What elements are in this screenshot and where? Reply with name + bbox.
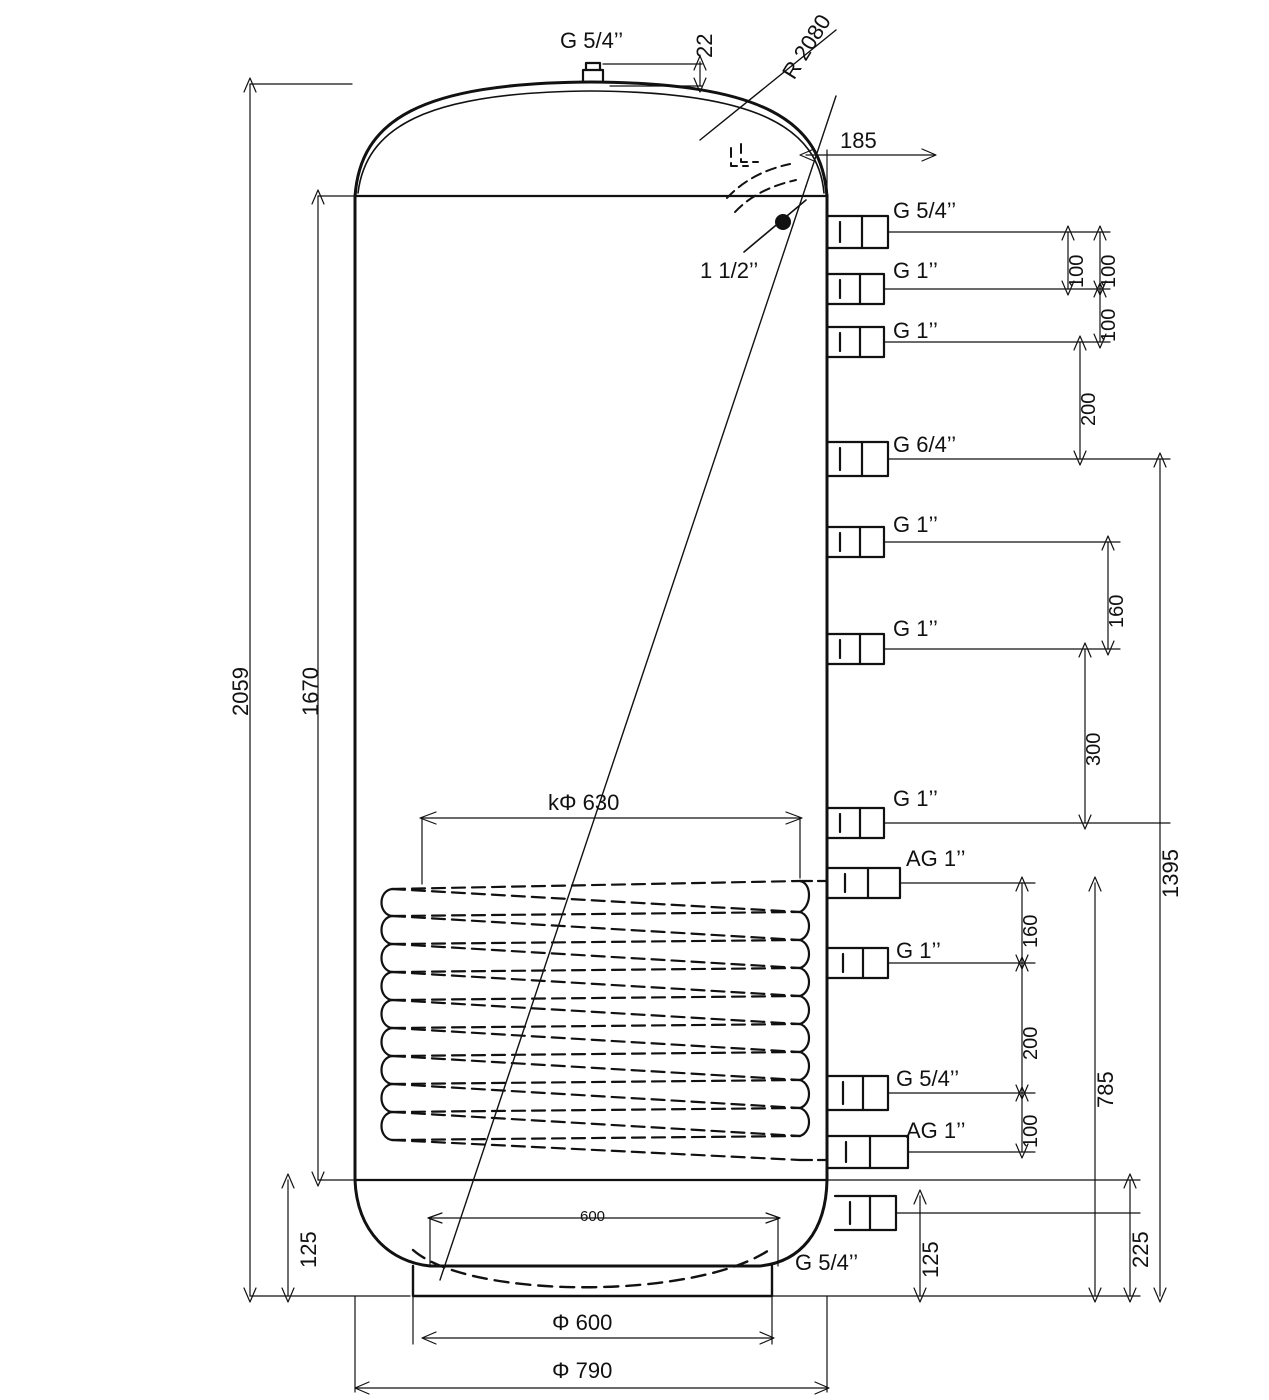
dim-coil-diameter-630: kΦ 630 <box>548 790 620 815</box>
dim-bottom-port-125: 125 <box>918 1241 943 1278</box>
label-port-right-3: G 1’’ <box>893 318 938 343</box>
dim-bottom-section-225: 225 <box>1128 1231 1153 1268</box>
dim-spacing-9: 100 <box>1020 1114 1042 1148</box>
dim-spacing-8: 200 <box>1020 1026 1042 1060</box>
dim-upper-group-1395: 1395 <box>1158 849 1183 898</box>
dim-total-height-2059: 2059 <box>228 667 253 716</box>
label-port-right-8: G 1’’ <box>896 938 941 963</box>
dim-top-stub-22: 22 <box>692 33 717 58</box>
dim-inner-diameter-600: Φ 600 <box>552 1310 613 1335</box>
dim-top-offset-100: 185 <box>840 128 877 153</box>
dim-spacing-3: 100 <box>1098 308 1120 342</box>
dim-spacing-7: 160 <box>1020 914 1042 948</box>
dim-spacing-1: 100 <box>1066 254 1088 288</box>
label-sensor-sleeve: 1 1/2’’ <box>700 258 759 283</box>
label-port-right-4: G 6/4’’ <box>893 432 957 457</box>
dim-radius-2080: R 2080 <box>777 9 836 84</box>
dim-spacing-2: 100 <box>1098 254 1120 288</box>
dim-spacing-4: 200 <box>1078 392 1100 426</box>
label-port-right-5: G 1’’ <box>893 512 938 537</box>
dim-spacing-6: 300 <box>1083 732 1105 766</box>
label-port-right-9: G 5/4’’ <box>896 1066 960 1091</box>
dim-cylinder-height-1670: 1670 <box>298 667 323 716</box>
dim-foot-185: 125 <box>296 1231 321 1268</box>
label-port-bottom: G 5/4’’ <box>795 1250 859 1275</box>
dim-lower-group-785: 785 <box>1093 1071 1118 1108</box>
label-port-right-7: G 1’’ <box>893 786 938 811</box>
label-port-coil-bottom: AG 1’’ <box>906 1118 966 1143</box>
label-port-coil-top: AG 1’’ <box>906 846 966 871</box>
dim-spacing-5: 160 <box>1106 594 1128 628</box>
label-top-port: G 5/4’’ <box>560 28 624 53</box>
label-port-right-2: G 1’’ <box>893 258 938 283</box>
label-port-right-6: G 1’’ <box>893 616 938 641</box>
dim-base-width-600: 600 <box>580 1208 606 1225</box>
dim-outer-diameter-790: Φ 790 <box>552 1358 613 1383</box>
label-port-right-1: G 5/4’’ <box>893 198 957 223</box>
